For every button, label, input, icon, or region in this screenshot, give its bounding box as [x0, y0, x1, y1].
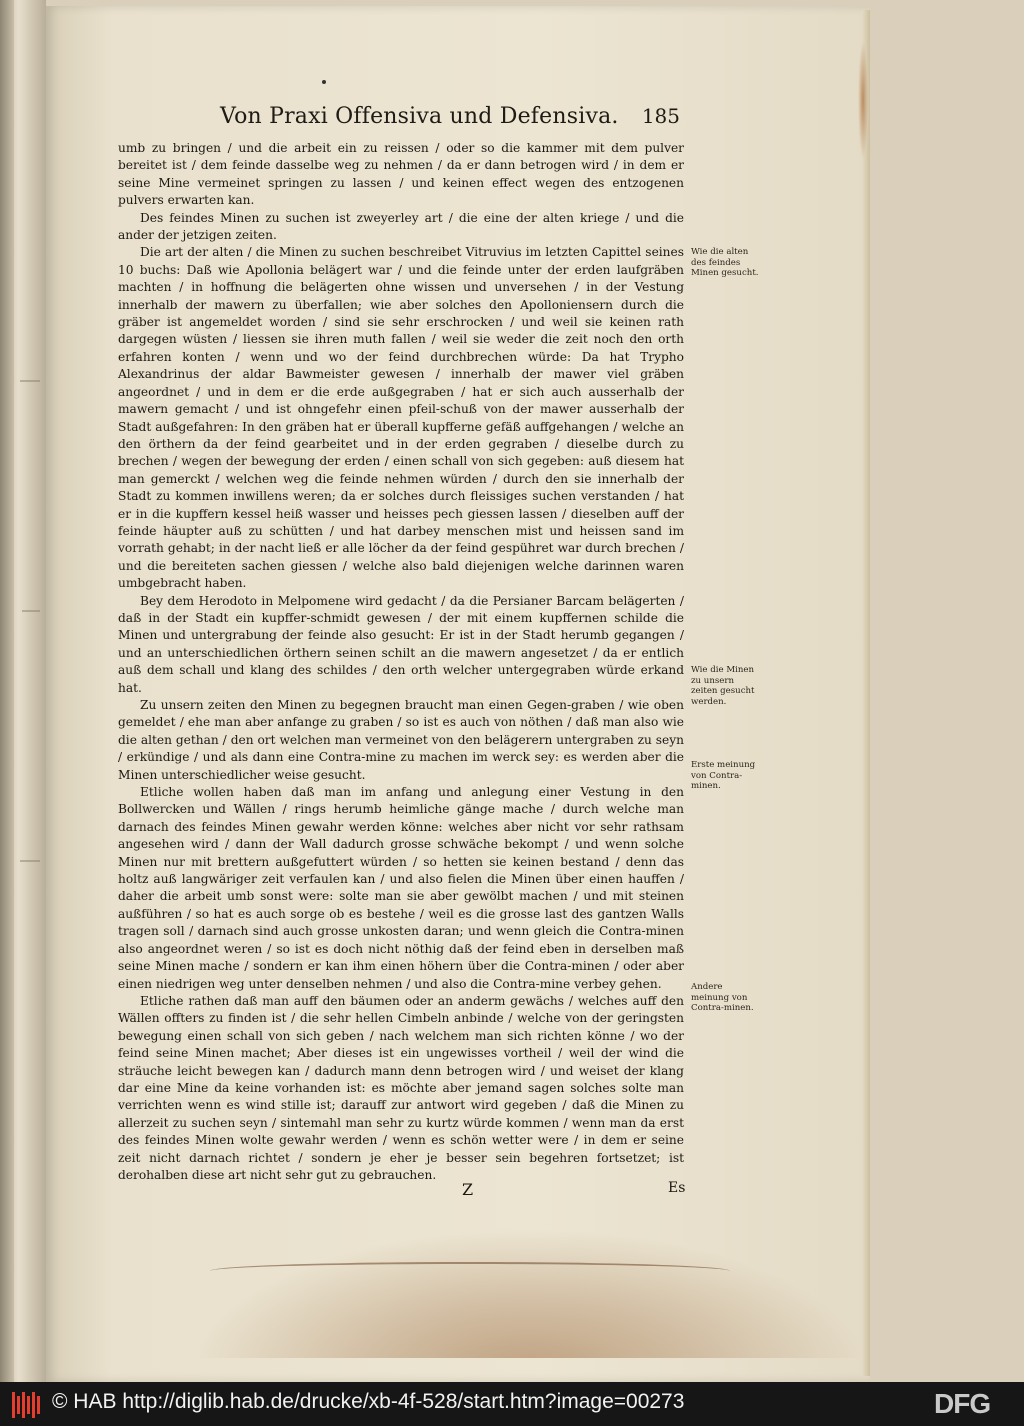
marginal-note: Wie die alten des feindes Minen gesucht. [691, 247, 759, 278]
footer-bar [0, 1382, 1024, 1426]
paragraph: Etliche wollen haben daß man im anfang und anlegung einer Vestung in den Bollwercken und Wällen / rings herumb heimliche gänge mache / durch welche man darnach des feindes Minen gewahr werden könne: welches aber nicht vor sehr rathsam angesehen wird / dann der Wall dadurch grosse schwäche bekompt / und wenn solche Minen nur mit brettern außgefuttert würden / so hetten sie keinen bestand / denn das holtz auß langwäriger zeit verfaulen kan / und also fielen die Minen über einen hauffen / daher die arbeit umb sonst were: solte man sie aber gewölbt machen / und mit steinen außführen / so hat es auch sorge ob es bestehe / weil es die grosse last des gantzen Walls tragen soll / darnach sind auch grosse unkosten daran; und wenn gleich die Contra-minen also angeordnet weren / so ist es doch nicht nöthig daß der feind eben in derselben maß seine Minen mache / sondern er kan ihm einen höhern über die Contra-minen / oder aber einen niedrigen weg unter denselben nehmen / und also die Contra-mine verbey gehen. [118, 785, 684, 991]
stain [858, 40, 868, 160]
paragraph: Etliche rathen daß man auff den bäumen oder an anderm gewächs / welches auff den Wällen offters zu finden ist / die sehr hellen Cimbeln anbinde / welche von der geringsten bewegung einen schall von sich geben / nach welchem man sich richten könne / wo der feind seine Minen machet; Aber dieses ist ein ungewisses vortheil / weil der wind die sträuche leicht bewegen kan / dadurch mann denn betrogen wird / und weiset der klang dar eine Mine da keine vorhanden ist: es möchte aber jemand sagen solches solte man verrichten wenn es wind stille ist; darauff zur antwort wird gegeben / daß die Minen zu allerzeit zu suchen seyn / sintemahl man sehr zu kurtz würde kommen / wenn man da erst des feindes Minen wolte gewahr werden / wenn es schön wetter were / in dem er seine zeit nicht darnach richtet / sondern je eher je besser sein begehren fortsetzet; ist derohalben diese art nicht sehr gut zu gebrauchen. [118, 993, 684, 1182]
paragraph: Zu unsern zeiten den Minen zu begegnen braucht man einen Gegen-graben / wie oben gemeldet / ehe man aber anfange zu graben / so ist es auch von nöthen / daß man also wie die alten gethan / den ort welchen man vermeinet von den belägerern untergraben zu seyn / erkündige / und als dann eine Contra-mine zu machen im werck sey: es werden aber die Minen unterschiedlicher weise gesucht. [118, 698, 684, 782]
marginal-note: Erste meinung von Contra-minen. [691, 760, 756, 791]
body-text [118, 140, 684, 1184]
ink-speck [322, 80, 326, 84]
marginal-note: Andere meinung von Contra-minen. [691, 982, 754, 1013]
paragraph: Die art der alten / die Minen zu suchen beschreibet Vitruvius im letzten Capittel seines 10 buchs: Daß wie Apollonia belägert war / und die feinde unter der erden laufgräben machten / in hoffnung die belägerten ohne wissen und unversehen / in der Vestung innerhalb der mawern zu überfallen; wie aber solches den Apolloniensern durch die gräber ist angemeldet worden / sind sie sehr erschrocken / und weil sie keinen rath dargegen wüsten / liessen sie ihren muth fallen / weil sie weder die zeit noch den orth erfahren konten / wenn und wo der feind durchbrechen würde: Da hat Trypho Alexandrinus der aldar Bawmeister gewesen / innerhalb der mawer viel gräben angeordnet / und in dem er die erde außgegraben / hat er sich auch ausserhalb der mawern gemacht / und ist ohngefehr einen pfeil-schuß von der mawer ausserhalb der Stadt außgefahren: In den gräben hat er überall kupfferne gefäß auffgehangen / welche an den örthern da der feind gearbeitet und in der erden gegraben / dieselbe durch zu brechen / wegen der bewegung der erden / einen schall von sich gegeben: auß diesem hat man gemerckt / welchen weg die feinde nehmen würden / durch den sie innerhalb der Stadt zu kommen inwillens weren; da er solches durch fleissiges suchen verstanden / hat er in die kupffern kessel heiß wasser und heisses pech giessen lassen / dieselben auff der feinde häupter auß zu schütten / und hat darbey menschen mist und heissen sand im vorrath gehabt; in der nacht ließ er alle löcher da der feind gespühret war durch brechen / und die bereiteten sachen giessen / welche also bald diejenigen welche darinnen waren umbgebracht haben. [118, 245, 684, 591]
dfg-logo: DFG [934, 1388, 991, 1419]
paragraph: umb zu bringen / und die arbeit ein zu reissen / oder so die kammer mit dem pulver bereitet ist / dem feinde dasselbe weg zu nehmen / da er dann betrogen wird / in dem er seine Mine vermeinet springen zu lassen / und keinen effect wegen des entzogenen pulvers erwarten kan. [118, 141, 684, 208]
source-credit-link[interactable]: © HAB http://diglib.hab.de/drucke/xb-4f-528/start.htm?image=00273 [52, 1390, 685, 1413]
facing-page-edge [0, 0, 46, 1382]
facing-page-mark [20, 380, 40, 382]
hab-logo-icon [12, 1392, 42, 1418]
signature-mark: Z [462, 1180, 474, 1199]
catchword: Es [668, 1180, 686, 1196]
running-head: Von Praxi Offensiva und Defensiva. [220, 104, 619, 129]
page-fore-edge [862, 10, 870, 1376]
water-stain-edge [210, 1262, 730, 1280]
page-number: 185 [641, 104, 680, 128]
binding-shadow [0, 0, 14, 1382]
paragraph: Des feindes Minen zu suchen ist zweyerley art / die eine der alten kriege / und die ander der jetzigen zeiten. [118, 210, 684, 243]
facing-page-mark [20, 860, 40, 862]
page-header [210, 104, 680, 138]
water-stain [190, 1228, 870, 1358]
paragraph: Bey dem Herodoto in Melpomene wird gedacht / da die Persianer Barcam belägerten / daß in der Stadt ein kupffer-schmidt gewesen / der mit einem kupffernen schilde die Minen und untergrabung der feinde also gesucht: Er ist in der Stadt herumb gegangen / und an unterschiedlichen örthern seinen schilt an die mawern angesetzet / da er entlich auß dem schall und klang des schildes / den orth welcher untergegraben würde erkand hat. [118, 593, 684, 695]
marginal-note: Wie die Minen zu unsern zeiten gesucht werden. [691, 665, 755, 707]
facing-page-mark [22, 610, 40, 612]
